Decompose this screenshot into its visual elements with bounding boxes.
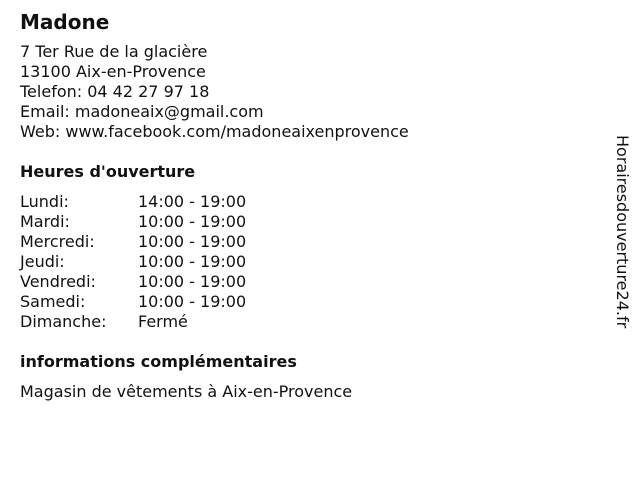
hours-day: Vendredi:	[20, 272, 96, 291]
phone-line[interactable]: Telefon: 04 42 27 97 18	[20, 82, 210, 101]
business-card	[20, 8, 600, 402]
hours-time: 10:00 - 19:00	[138, 232, 247, 251]
site-watermark-text: Horairesdouverture24.fr	[613, 135, 632, 329]
additional-info-heading: informations complémentaires	[20, 352, 297, 371]
hours-row-mardi	[20, 212, 600, 232]
email-line[interactable]: Email: madoneaix@gmail.com	[20, 102, 264, 121]
opening-hours-heading: Heures d'ouverture	[20, 162, 196, 181]
hours-time: 10:00 - 19:00	[138, 252, 247, 271]
hours-time: 10:00 - 19:00	[138, 272, 247, 291]
additional-info-text: Magasin de vêtements à Aix-en-Provence	[20, 382, 353, 401]
hours-row-samedi	[20, 292, 600, 312]
address-line-2: 13100 Aix-en-Provence	[20, 62, 206, 81]
hours-row-dimanche	[20, 312, 600, 332]
hours-row-lundi	[20, 192, 600, 212]
hours-day: Mardi:	[20, 212, 70, 231]
hours-time: 14:00 - 19:00	[138, 192, 247, 211]
hours-day: Dimanche:	[20, 312, 107, 331]
address-line-1: 7 Ter Rue de la glacière	[20, 42, 208, 61]
hours-day: Lundi:	[20, 192, 69, 211]
hours-row-mercredi	[20, 232, 600, 252]
hours-time: 10:00 - 19:00	[138, 292, 247, 311]
hours-time: Fermé	[138, 312, 188, 331]
hours-row-vendredi	[20, 272, 600, 292]
web-line[interactable]: Web: www.facebook.com/madoneaixenprovence	[20, 122, 409, 141]
business-name: Madone	[20, 10, 110, 34]
hours-day: Jeudi:	[20, 252, 65, 271]
hours-row-jeudi	[20, 252, 600, 272]
site-watermark	[612, 135, 632, 375]
hours-day: Mercredi:	[20, 232, 95, 251]
hours-day: Samedi:	[20, 292, 86, 311]
hours-time: 10:00 - 19:00	[138, 212, 247, 231]
opening-hours-table	[20, 192, 600, 332]
